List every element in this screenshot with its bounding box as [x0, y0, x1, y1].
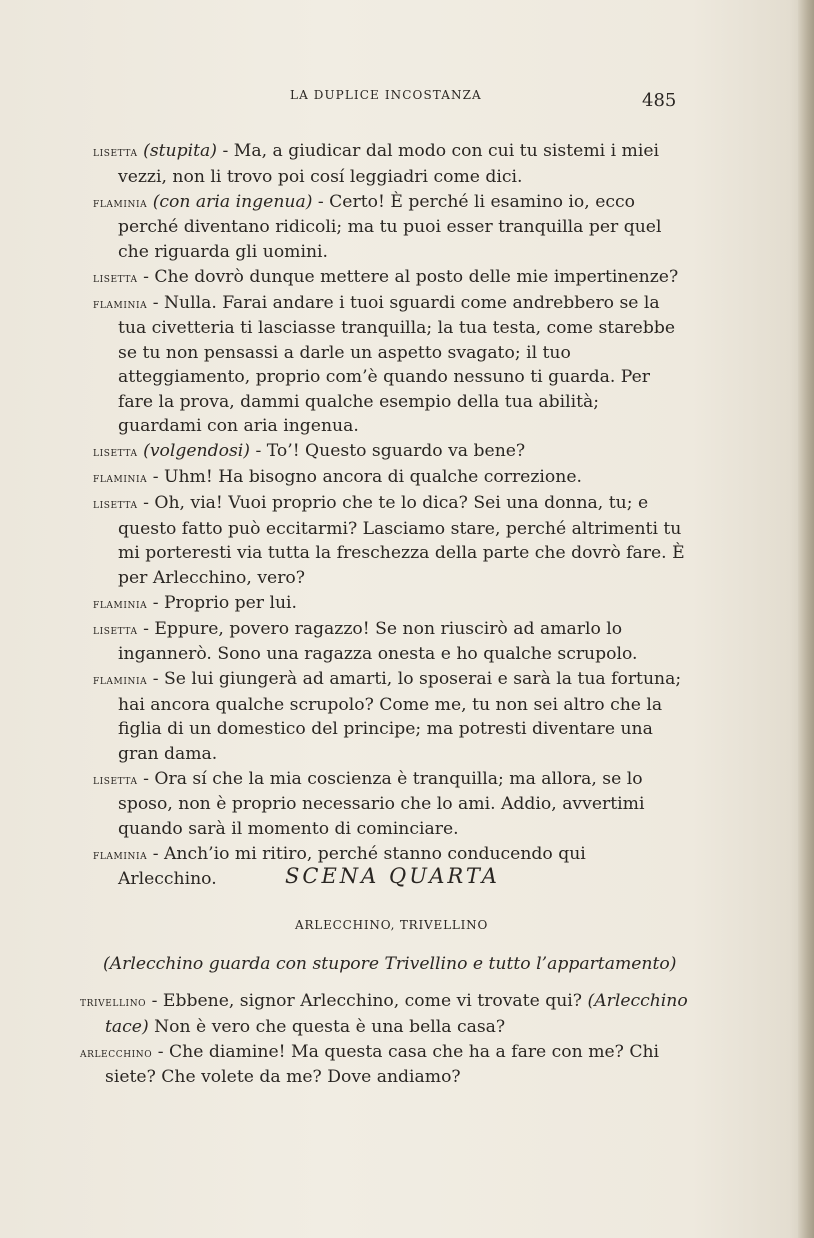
speech-text: Nulla. Farai andare i tuoi sguardi come andrebbero se la tua civetteria ti lasciasse tranquilla; la tua testa, come starebbe se tu non pensassi a darle un aspetto svagato; il tuo atteggiamento, proprio com’è quando nessuno ti guarda. Per fare la prova, dammi qualche esempio della tua abilità; guardami con aria ingenua. — [118, 292, 675, 436]
speaker-label: flaminia — [93, 470, 148, 485]
speaker-label: lisetta — [93, 621, 138, 637]
speaker-label: lisetta — [93, 771, 138, 787]
speech-flaminia-5: flaminia - Se lui giungerà ad amarti, lo sposerai e sarà la tua fortuna; hai ancora qualche scrupolo? Come me, tu non sei altro che la figlia di un domestico del principe; ma potresti diventare una gran dama. — [93, 669, 682, 764]
speech-text: Oh, via! Vuoi proprio che te lo dica? Sei una donna, tu; e questo fatto può eccitarmi? Lasciamo stare, perché altrimenti tu mi porteresti via tutta la freschezza della parte che dovrò fare. È per Arlecchino, vero? — [118, 493, 685, 588]
speech-text: Che diamine! Ma questa casa che ha a fare con me? Chi siete? Che volete da me? Dove andiamo? — [105, 1041, 660, 1087]
dialogue-block-2 — [0, 989, 700, 1090]
speech-text: Non è vero che questa è una bella casa? — [154, 1016, 506, 1037]
stage-direction: (con aria ingenua) — [152, 191, 313, 212]
speaker-label: lisetta — [93, 496, 138, 511]
speech-lisetta-4: lisetta - Oh, via! Vuoi proprio che te lo dica? Sei una donna, tu; e questo fatto può eccitarmi? Lasciamo stare, perché altrimenti tu mi porteresti via tutta la freschezza della parte che dovrò fare. È per Arlecchino, vero? — [93, 493, 685, 588]
speech-lisetta-5: lisetta - Eppure, povero ragazzo! Se non riuscirò ad amarlo lo ingannerò. Sono una ragazza onesta e ho qualche scrupolo. — [93, 618, 638, 664]
speaker-label: lisetta — [93, 269, 138, 285]
speaker-label: lisetta — [93, 444, 138, 459]
stage-direction: (Arlecchino tace) — [105, 991, 688, 1037]
speech-text: Ora sí che la mia coscienza è tranquilla; ma allora, se lo sposo, non è proprio necessario che lo ami. Addio, avvertimi quando sarà il momento di cominciare. — [118, 768, 645, 839]
speaker-label: trivellino — [80, 994, 147, 1009]
speech-lisetta-1: lisetta (stupita) - Ma, a giudicar dal modo con cui tu sistemi i miei vezzi, non li trovo poi cosí leggiadri come dici. — [93, 141, 660, 187]
speech-arlecchino-1: arlecchino - Che diamine! Ma questa casa che ha a fare con me? Chi siete? Che volete da me? Dove andiamo? — [80, 1041, 660, 1087]
speech-flaminia-2: flaminia - Nulla. Farai andare i tuoi sguardi come andrebbero se la tua civetteria ti lasciasse tranquilla; la tua testa, come starebbe se tu non pensassi a darle un aspetto svagato; il tuo atteggiamento, proprio com’è quando nessuno ti guarda. Per fare la prova, dammi qualche esempio della tua abilità; guardami con aria ingenua. — [93, 292, 675, 436]
running-head: LA DUPLICE INCOSTANZA — [290, 88, 482, 102]
page-number: 485 — [642, 90, 677, 111]
speech-flaminia-1: flaminia (con aria ingenua) - Certo! È perché li esamino io, ecco perché diventano ridicoli; ma tu puoi esser tranquilla per quel che riguarda gli uomini. — [93, 191, 662, 262]
speech-lisetta-3: lisetta (volgendosi) - To’! Questo sguardo va bene? — [93, 441, 526, 461]
speech-text: Eppure, povero ragazzo! Se non riuscirò ad amarlo lo ingannerò. Sono una ragazza onesta e ho qualche scrupolo. — [118, 618, 638, 664]
speech-lisetta-2: lisetta - Che dovrò dunque mettere al posto delle mie impertinenze? — [93, 266, 679, 287]
speaker-label: arlecchino — [80, 1044, 153, 1060]
speech-text: Proprio per lui. — [163, 592, 298, 613]
speaker-label: flaminia — [93, 846, 148, 862]
speech-trivellino-1: trivellino - Ebbene, signor Arlecchino, come vi trovate qui? (Arlecchino tace) Non è vero che questa è una bella casa? — [80, 991, 688, 1037]
speech-text: Certo! È perché li esamino io, ecco perché diventano ridicoli; ma tu puoi esser tranquilla per quel che riguarda gli uomini. — [118, 191, 662, 262]
speech-flaminia-4: flaminia - Proprio per lui. — [93, 592, 298, 613]
speech-text: To’! Questo sguardo va bene? — [266, 441, 526, 461]
speaker-label: flaminia — [93, 295, 148, 311]
speaker-label: flaminia — [93, 194, 148, 210]
speaker-label: flaminia — [93, 672, 148, 687]
dialogue-block — [0, 139, 700, 892]
stage-direction: (stupita) — [143, 141, 217, 161]
speech-text: Uhm! Ha bisogno ancora di qualche correzione. — [163, 467, 582, 487]
speech-lisetta-6: lisetta - Ora sí che la mia coscienza è tranquilla; ma allora, se lo sposo, non è proprio necessario che lo ami. Addio, avvertimi quando sarà il momento di cominciare. — [93, 768, 645, 839]
stage-direction: (volgendosi) — [143, 441, 251, 461]
speech-text: Se lui giungerà ad amarti, lo sposerai e sarà la tua fortuna; hai ancora qualche scrupolo? Come me, tu non sei altro che la figlia di un domestico del principe; ma potresti diventare una gran dama. — [118, 669, 682, 764]
scene-title: SCENA QUARTA — [285, 864, 500, 888]
speech-text: Che dovrò dunque mettere al posto delle mie impertinenze? — [154, 266, 679, 287]
speech-text: Anch’io mi ritiro, perché stanno conducendo qui Arlecchino. — [118, 843, 586, 889]
speech-flaminia-3: flaminia - Uhm! Ha bisogno ancora di qualche correzione. — [93, 467, 582, 487]
speech-text: Ma, a giudicar dal modo con cui tu sistemi i miei vezzi, non li trovo poi cosí leggiadri come dici. — [118, 141, 660, 187]
speech-flaminia-6: flaminia - Anch’io mi ritiro, perché stanno conducendo qui Arlecchino. — [93, 843, 586, 889]
speech-text: Ebbene, signor Arlecchino, come vi trovate qui? — [162, 991, 583, 1011]
speaker-label: flaminia — [93, 595, 148, 611]
scene-characters: ARLECCHINO, TRIVELLINO — [295, 918, 489, 932]
page-edge — [798, 0, 814, 1238]
speaker-label: lisetta — [93, 144, 138, 159]
scene-stage-direction: (Arlecchino guarda con stupore Trivellino e tutto l’appartamento) — [103, 954, 677, 974]
